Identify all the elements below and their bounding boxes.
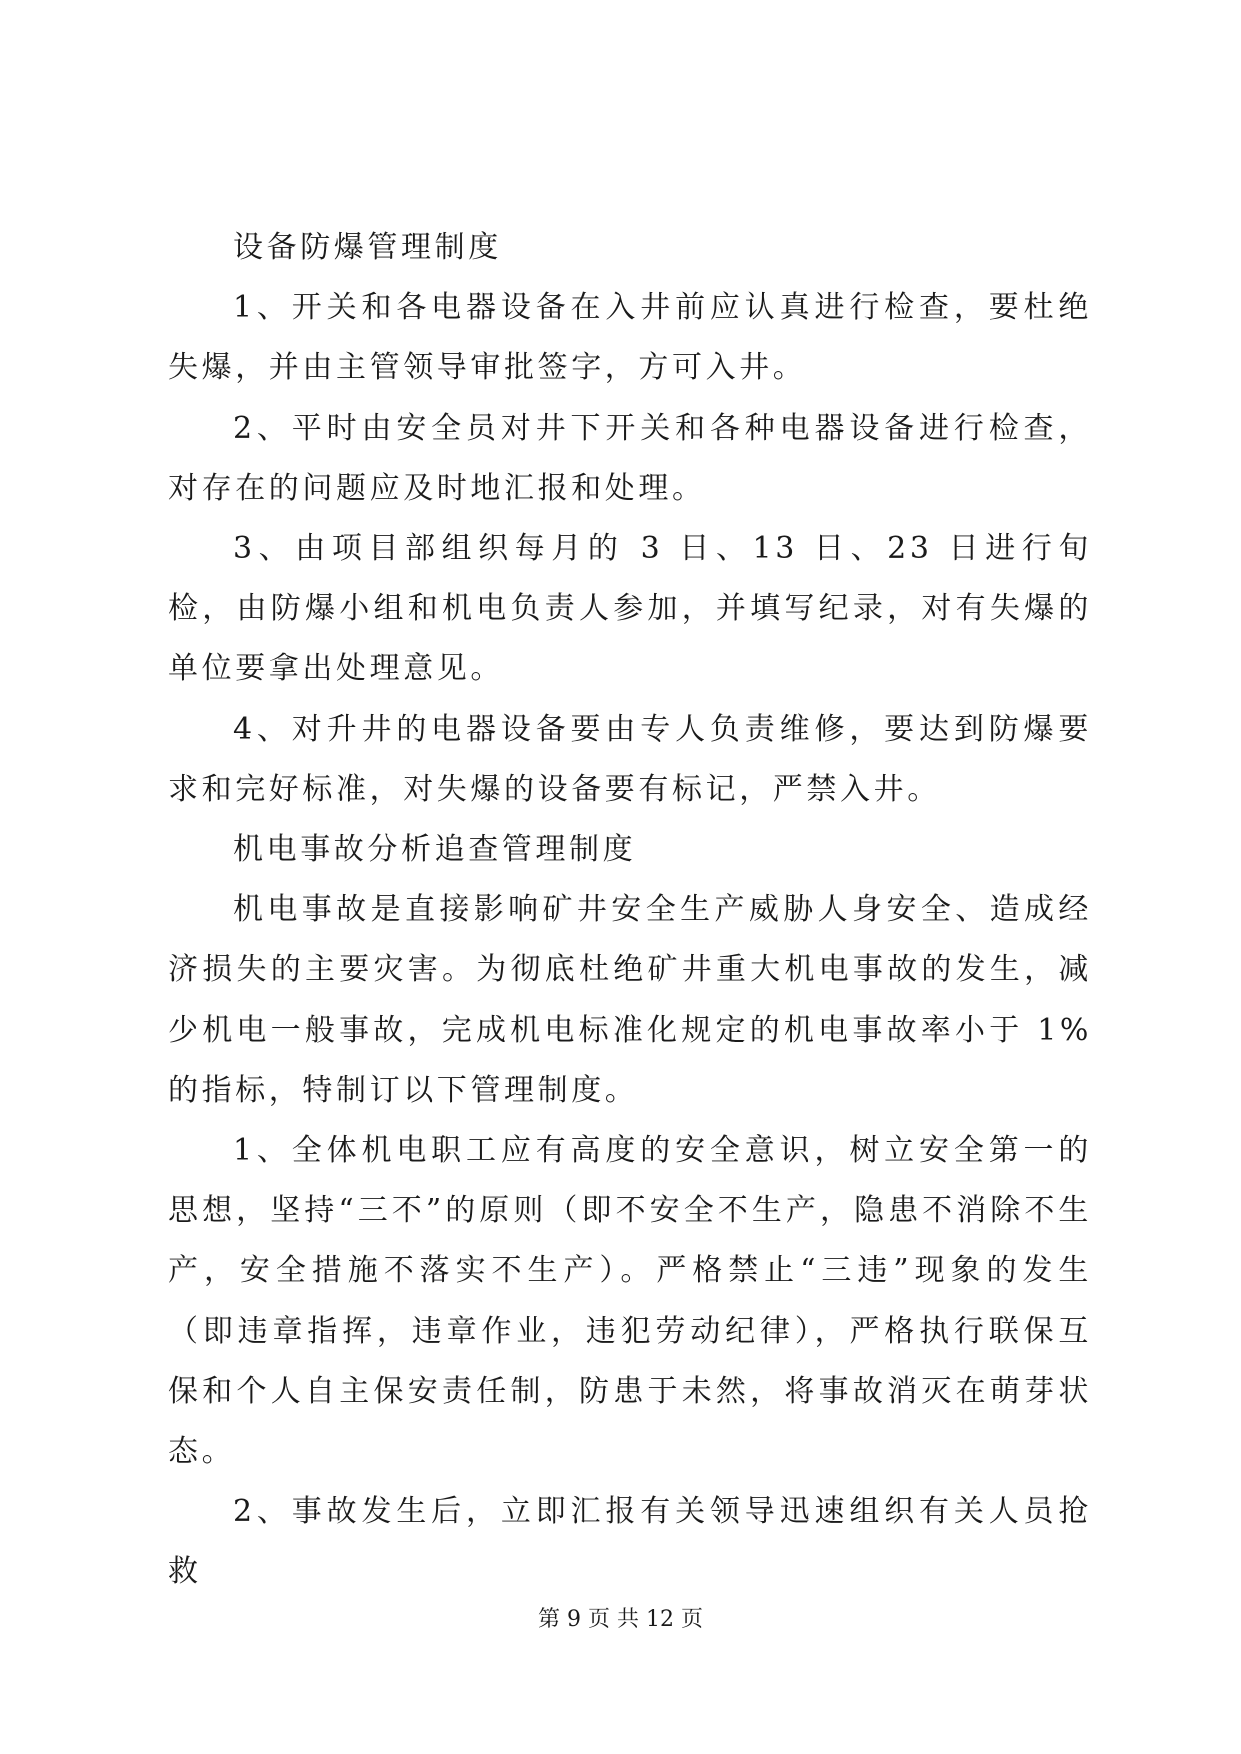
paragraph-item-1: 1、开关和各电器设备在入井前应认真进行检查，要杜绝失爆，并由主管领导审批签字，方可入井。 [168,290,1092,386]
section-title-accident-analysis: 机电事故分析追查管理制度 [233,832,637,868]
paragraph-item-3: 3、由项目部组织每月的 3 日、13 日、23 日进行旬检，由防爆小组和机电负责人参加，并填写纪录，对有失爆的单位要拿出处理意见。 [168,531,1092,687]
paragraph-item-2: 2、平时由安全员对井下开关和各种电器设备进行检查，对存在的问题应及时地汇报和处理。 [168,410,1092,506]
page-number-footer: 第 9 页 共 12 页 [538,1607,703,1632]
document-body [168,218,1092,1603]
paragraph-item-4: 4、对升井的电器设备要由专人负责维修，要达到防爆要求和完好标准，对失爆的设备要有标记，严禁入井。 [168,711,1092,807]
section-title-explosion-proof: 设备防爆管理制度 [233,230,502,265]
paragraph-intro: 机电事故是直接影响矿井安全生产威胁人身安全、造成经济损失的主要灾害。为彻底杜绝矿井重大机电事故的发生，减少机电一般事故，完成机电标准化规定的机电事故率小于 1%的指标，特制订以下管理制度。 [168,892,1092,1108]
paragraph-rule-1: 1、全体机电职工应有高度的安全意识，树立安全第一的思想，坚持“三不”的原则（即不安全不生产，隐患不消除不生产，安全措施不落实不生产）。严格禁止“三违”现象的发生（即违章指挥，违章作业，违犯劳动纪律），严格执行联保互保和个人自主保安责任制，防患于未然，将事故消灭在萌芽状态。 [168,1133,1092,1470]
paragraph-rule-2: 2、事故发生后，立即汇报有关领导迅速组织有关人员抢救 [168,1494,1092,1590]
